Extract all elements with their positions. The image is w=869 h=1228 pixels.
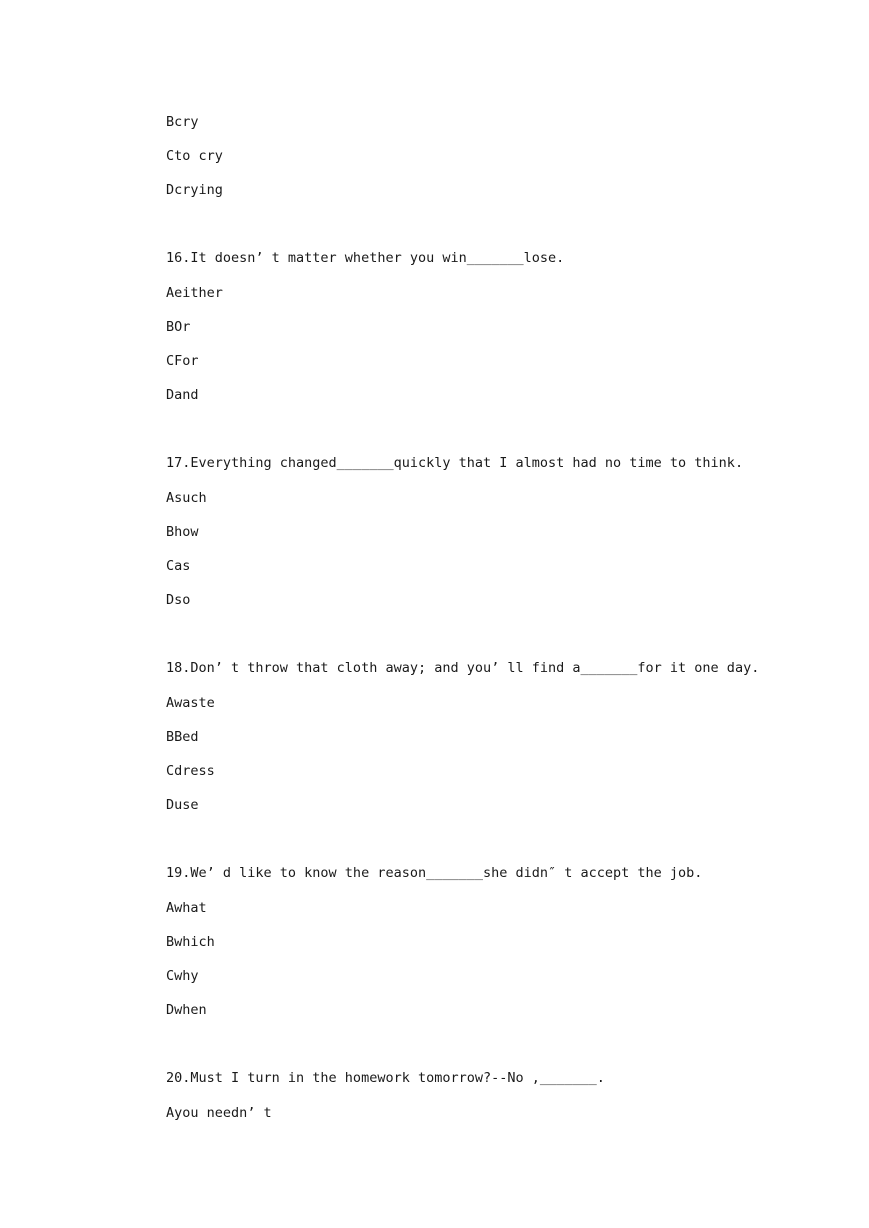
document-page bbox=[166, 113, 806, 1138]
option-a: Ayou needn’ t bbox=[166, 1105, 272, 1121]
option-d: Dwhen bbox=[166, 1002, 207, 1018]
question-16 bbox=[166, 249, 806, 404]
option-c: Cas bbox=[166, 558, 191, 574]
question-stem: 20.Must I turn in the homework tomorrow?--No ,_______. bbox=[166, 1070, 605, 1086]
option-c: Cto cry bbox=[166, 148, 223, 164]
question-19 bbox=[166, 864, 806, 1019]
option-b: Bhow bbox=[166, 524, 199, 540]
question-18 bbox=[166, 659, 806, 814]
leading-options bbox=[166, 113, 806, 199]
option-c: CFor bbox=[166, 353, 199, 369]
question-stem: 17.Everything changed_______quickly that I almost had no time to think. bbox=[166, 455, 744, 471]
question-stem: 16.It doesn’ t matter whether you win_______lose. bbox=[166, 250, 565, 266]
question-stem: 19.We’ d like to know the reason_______she didn″ t accept the job. bbox=[166, 865, 703, 881]
option-c: Cwhy bbox=[166, 968, 199, 984]
question-20 bbox=[166, 1069, 806, 1122]
option-d: Dso bbox=[166, 592, 191, 608]
option-a: Awaste bbox=[166, 695, 215, 711]
option-d: Dcrying bbox=[166, 182, 223, 198]
option-d: Duse bbox=[166, 797, 199, 813]
option-b: BOr bbox=[166, 319, 191, 335]
option-d: Dand bbox=[166, 387, 199, 403]
question-17 bbox=[166, 454, 806, 609]
option-a: Asuch bbox=[166, 490, 207, 506]
option-b: Bwhich bbox=[166, 934, 215, 950]
option-b: Bcry bbox=[166, 114, 199, 130]
option-c: Cdress bbox=[166, 763, 215, 779]
option-b: BBed bbox=[166, 729, 199, 745]
option-a: Aeither bbox=[166, 285, 223, 301]
option-a: Awhat bbox=[166, 900, 207, 916]
question-stem: 18.Don’ t throw that cloth away; and you’ ll find a_______for it one day. bbox=[166, 660, 760, 676]
